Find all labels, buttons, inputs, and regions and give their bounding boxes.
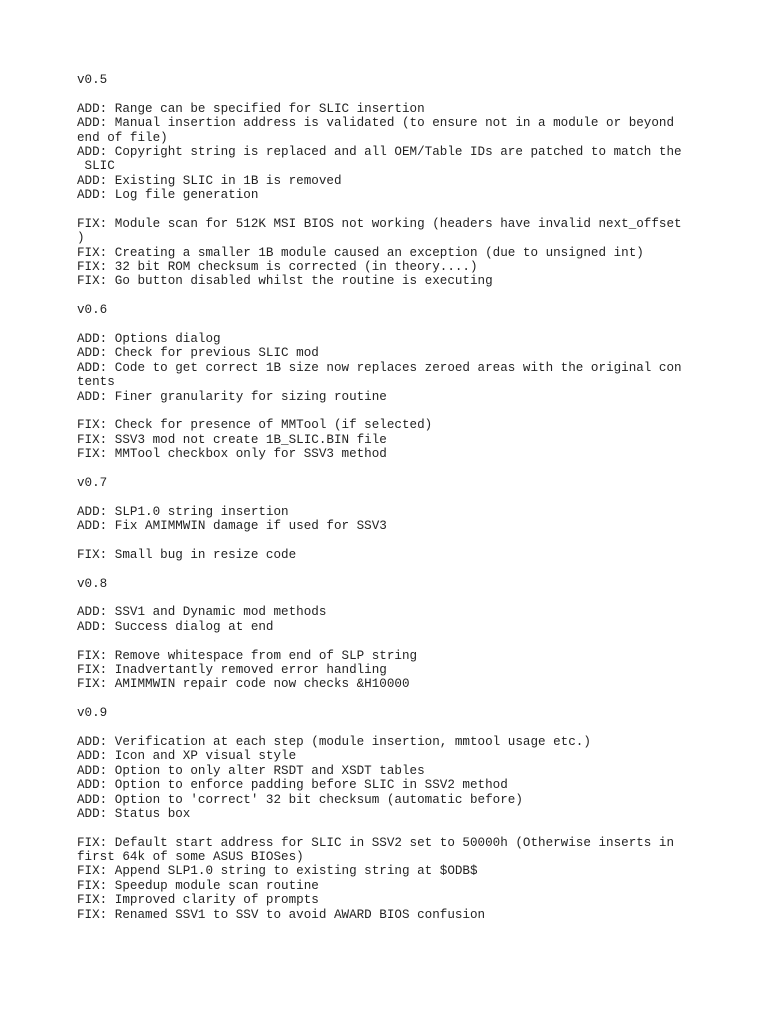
add-entry: ADD: Manual insertion address is validated (to ensure not in a module or beyond: [77, 116, 675, 131]
fix-entry: FIX: Creating a smaller 1B module caused an exception (due to unsigned int): [77, 245, 644, 260]
add-entry: ADD: SSV1 and Dynamic mod methods: [77, 605, 327, 620]
add-entry: ADD: SLP1.0 string insertion: [77, 504, 289, 519]
fix-entry: FIX: SSV3 mod not create 1B_SLIC.BIN file: [77, 432, 387, 447]
blank-line: [77, 534, 717, 548]
fix-entry: ): [77, 231, 85, 246]
add-entry: tents: [77, 375, 115, 390]
fix-entry: FIX: AMIMMWIN repair code now checks &H10000: [77, 677, 410, 692]
fix-entry: FIX: Remove whitespace from end of SLP string: [77, 648, 418, 663]
blank-line: [77, 634, 717, 648]
add-entry: ADD: Log file generation: [77, 188, 259, 203]
add-entry: ADD: Check for previous SLIC mod: [77, 346, 319, 361]
blank-line: [77, 462, 717, 476]
blank-line: [77, 490, 717, 504]
add-entry: ADD: Code to get correct 1B size now replaces zeroed areas with the original con: [77, 360, 682, 375]
add-entry: SLIC: [77, 159, 115, 174]
add-entry: ADD: Option to only alter RSDT and XSDT tables: [77, 763, 425, 778]
fix-entry: FIX: Module scan for 512K MSI BIOS not working (headers have invalid next_offset: [77, 216, 682, 231]
blank-line: [77, 692, 717, 706]
add-entry: ADD: Success dialog at end: [77, 619, 274, 634]
add-entry: ADD: Existing SLIC in 1B is removed: [77, 173, 342, 188]
fix-entry: FIX: Improved clarity of prompts: [77, 893, 319, 908]
add-entry: ADD: Option to enforce padding before SLIC in SSV2 method: [77, 778, 508, 793]
version-heading: v0.7: [77, 475, 108, 490]
fix-entry: FIX: Renamed SSV1 to SSV to avoid AWARD BIOS confusion: [77, 907, 486, 922]
add-entry: ADD: Status box: [77, 806, 191, 821]
fix-entry: FIX: Small bug in resize code: [77, 547, 297, 562]
blank-line: [77, 404, 717, 418]
fix-entry: FIX: MMTool checkbox only for SSV3 method: [77, 447, 387, 462]
changelog-text: [77, 73, 717, 922]
blank-line: [77, 289, 717, 303]
fix-entry: FIX: Default start address for SLIC in SSV2 set to 50000h (Otherwise inserts in: [77, 835, 675, 850]
add-entry: ADD: Finer granularity for sizing routine: [77, 389, 387, 404]
fix-entry: FIX: Go button disabled whilst the routine is executing: [77, 274, 493, 289]
add-entry: ADD: Copyright string is replaced and all OEM/Table IDs are patched to match the: [77, 144, 682, 159]
blank-line: [77, 87, 717, 101]
add-entry: end of file): [77, 130, 168, 145]
fix-entry: FIX: 32 bit ROM checksum is corrected (in theory....): [77, 260, 478, 275]
blank-line: [77, 591, 717, 605]
blank-line: [77, 721, 717, 735]
fix-entry: FIX: Check for presence of MMTool (if selected): [77, 418, 433, 433]
blank-line: [77, 562, 717, 576]
version-heading: v0.9: [77, 706, 108, 721]
blank-line: [77, 821, 717, 835]
version-heading: v0.8: [77, 576, 108, 591]
version-heading: v0.6: [77, 303, 108, 318]
add-entry: ADD: Option to 'correct' 32 bit checksum (automatic before): [77, 792, 523, 807]
fix-entry: FIX: Inadvertantly removed error handling: [77, 663, 387, 678]
add-entry: ADD: Icon and XP visual style: [77, 749, 297, 764]
add-entry: ADD: Verification at each step (module insertion, mmtool usage etc.): [77, 734, 591, 749]
fix-entry: first 64k of some ASUS BIOSes): [77, 850, 304, 865]
blank-line: [77, 203, 717, 217]
version-heading: v0.5: [77, 73, 108, 87]
fix-entry: FIX: Append SLP1.0 string to existing string at $ODB$: [77, 864, 478, 879]
add-entry: ADD: Range can be specified for SLIC insertion: [77, 101, 425, 116]
fix-entry: FIX: Speedup module scan routine: [77, 878, 319, 893]
add-entry: ADD: Options dialog: [77, 332, 221, 347]
add-entry: ADD: Fix AMIMMWIN damage if used for SSV3: [77, 519, 387, 534]
blank-line: [77, 318, 717, 332]
